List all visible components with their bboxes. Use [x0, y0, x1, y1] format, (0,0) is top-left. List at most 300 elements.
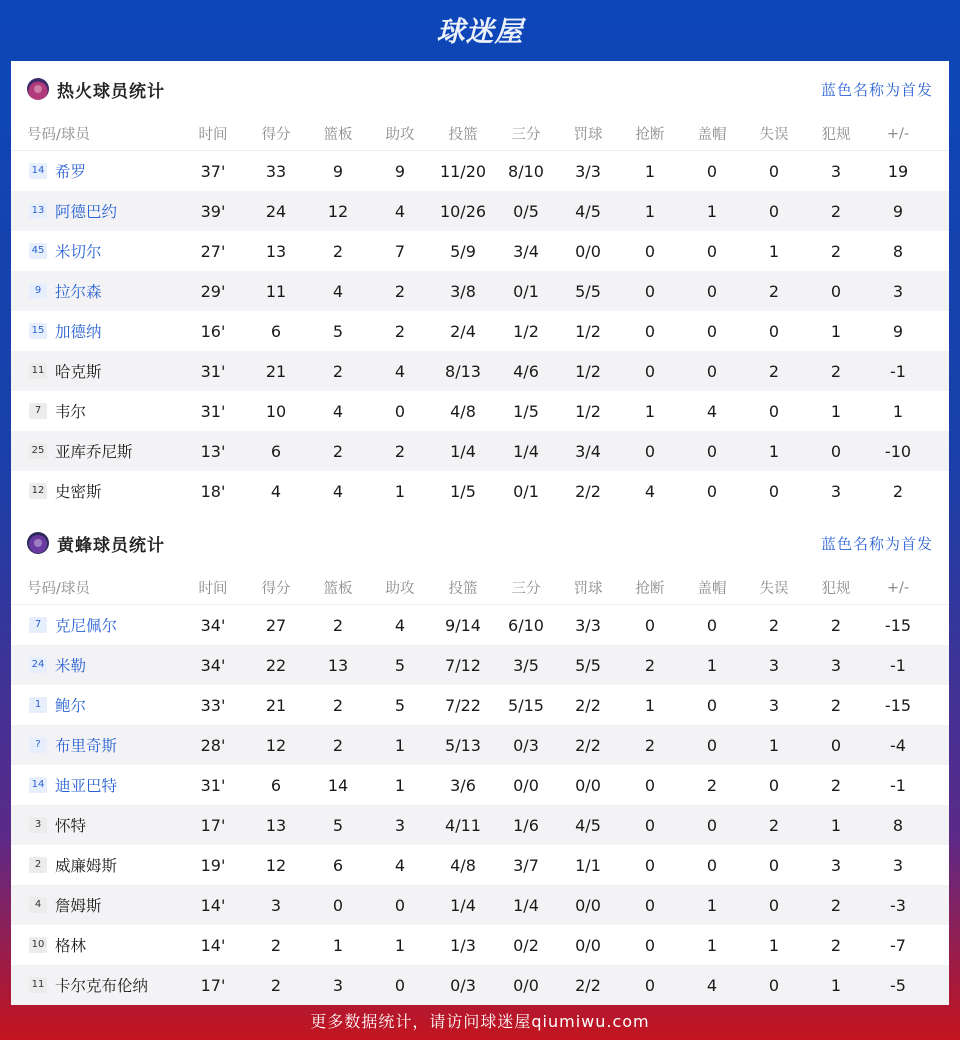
stat-cell: 1 [644, 401, 656, 421]
stat-cell: 6 [270, 775, 282, 795]
stat-cell: 2 [768, 615, 780, 635]
stat-cell: -1 [890, 361, 906, 381]
player-row [11, 231, 949, 271]
stat-cell: 1/6 [513, 815, 539, 835]
stat-cell: 5/15 [508, 695, 544, 715]
stat-cell: 9/14 [445, 615, 481, 635]
stat-cell: 1/1 [575, 855, 601, 875]
team-title-group [27, 531, 165, 556]
player-row [11, 925, 949, 965]
stat-cell: 0/0 [513, 775, 539, 795]
column-header: 号码/球员 [27, 127, 90, 143]
jersey-number-badge: 4 [29, 897, 47, 913]
stat-cell: 5 [332, 815, 344, 835]
stat-cell: 0 [644, 815, 656, 835]
stat-cell: 0 [706, 815, 718, 835]
player-cell [11, 240, 181, 262]
stat-cell: 11 [265, 281, 287, 301]
player-row [11, 271, 949, 311]
jersey-number-badge: ? [29, 737, 47, 753]
player-cell [11, 480, 181, 502]
player-cell [11, 360, 181, 382]
player-row [11, 311, 949, 351]
stat-cell: 4/5 [575, 815, 601, 835]
player-name: 阿德巴约 [55, 203, 118, 221]
stat-cell: 1/5 [450, 481, 476, 501]
jersey-number-badge: 45 [29, 243, 47, 259]
stat-cell: 4 [332, 281, 344, 301]
jersey-number-badge: 14 [29, 777, 47, 793]
stat-cell: 5 [394, 695, 406, 715]
stat-cell: 0 [644, 361, 656, 381]
stat-cell: 0 [706, 161, 718, 181]
stat-cell: 11/20 [439, 161, 487, 181]
stat-cell: 8/10 [508, 161, 544, 181]
stat-cell: 0 [644, 321, 656, 341]
stat-cell: -7 [890, 935, 906, 955]
stat-cell: 0 [768, 895, 780, 915]
stat-cell: 34' [200, 655, 226, 675]
player-row [11, 351, 949, 391]
stat-cell: 24 [265, 201, 287, 221]
column-header: 时间 [198, 127, 228, 143]
column-header: 篮板 [323, 127, 353, 143]
stat-cell: -1 [890, 775, 906, 795]
stat-cell: 1/2 [575, 401, 601, 421]
stat-cell: -15 [884, 695, 912, 715]
stat-cell: -4 [890, 735, 906, 755]
stat-cell: 2 [830, 241, 842, 261]
jersey-number-badge: 15 [29, 323, 47, 339]
stat-cell: 1/2 [513, 321, 539, 341]
column-header: 失误 [759, 127, 789, 143]
player-row [11, 965, 949, 1005]
player-cell [11, 974, 181, 996]
stat-cell: 2 [830, 615, 842, 635]
jersey-number-badge: 10 [29, 937, 47, 953]
player-name: 米切尔 [55, 243, 102, 261]
stat-cell: 4 [332, 401, 344, 421]
team-sections [11, 61, 949, 1005]
player-cell [11, 654, 181, 676]
stat-cell: 3/4 [575, 441, 601, 461]
stat-cell: 0 [706, 441, 718, 461]
stat-cell: 0 [706, 735, 718, 755]
stat-cell: 3/5 [513, 655, 539, 675]
stat-cell: 2 [830, 895, 842, 915]
player-cell [11, 814, 181, 836]
stat-cell: 5/5 [575, 655, 601, 675]
stat-cell: 3 [830, 161, 842, 181]
stat-cell: 2 [644, 655, 656, 675]
stat-cell: 33 [265, 161, 287, 181]
column-header: 抢断 [635, 127, 665, 143]
stat-cell: 3 [892, 281, 904, 301]
column-header: 篮板 [323, 581, 353, 597]
stat-cell: 5/9 [450, 241, 476, 261]
stat-cell: 8 [892, 815, 904, 835]
stat-cell: 4 [706, 975, 718, 995]
player-name: 加德纳 [55, 323, 102, 341]
stat-cell: 2 [394, 321, 406, 341]
stat-cell: 5/13 [445, 735, 481, 755]
stat-cell: 0 [830, 735, 842, 755]
jersey-number-badge: 7 [29, 403, 47, 419]
stat-cell: 9 [332, 161, 344, 181]
stat-cell: 18' [200, 481, 226, 501]
stat-cell: 4/6 [513, 361, 539, 381]
stat-cell: 0 [768, 855, 780, 875]
column-header: 助攻 [385, 581, 415, 597]
stat-cell: 5 [394, 655, 406, 675]
stat-cell: 17' [200, 815, 226, 835]
stat-cell: 1 [332, 935, 344, 955]
player-name: 克尼佩尔 [55, 617, 118, 635]
stat-cell: 0 [768, 775, 780, 795]
stat-cell: 3/8 [450, 281, 476, 301]
stat-cell: 28' [200, 735, 226, 755]
column-header: 投篮 [448, 127, 478, 143]
player-name: 卡尔克布伦纳 [55, 977, 149, 995]
stat-cell: 1 [830, 401, 842, 421]
stat-cell: 2/2 [575, 975, 601, 995]
player-row [11, 885, 949, 925]
stat-cell: 2 [892, 481, 904, 501]
stat-cell: 2 [768, 815, 780, 835]
stat-cell: 0 [706, 695, 718, 715]
stat-cell: 1/3 [450, 935, 476, 955]
column-header-row [11, 571, 949, 605]
stat-cell: 4 [394, 201, 406, 221]
stat-cell: 16' [200, 321, 226, 341]
column-header: 盖帽 [697, 127, 727, 143]
stat-cell: 6 [270, 441, 282, 461]
stat-cell: 22 [265, 655, 287, 675]
stat-cell: 7/12 [445, 655, 481, 675]
column-header: 三分 [511, 581, 541, 597]
stat-cell: 0 [332, 895, 344, 915]
stat-cell: 2 [332, 695, 344, 715]
player-name: 哈克斯 [55, 363, 102, 381]
stat-cell: 1 [644, 161, 656, 181]
player-row [11, 151, 949, 191]
stat-cell: 1 [768, 935, 780, 955]
stat-cell: 2/2 [575, 695, 601, 715]
stat-cell: 4/5 [575, 201, 601, 221]
jersey-number-badge: 9 [29, 283, 47, 299]
stat-cell: 13 [327, 655, 349, 675]
stat-cell: -10 [884, 441, 912, 461]
starter-note: 蓝色名称为首发 [820, 534, 933, 553]
stat-cell: 4/8 [450, 855, 476, 875]
player-cell [11, 200, 181, 222]
jersey-number-badge: 11 [29, 363, 47, 379]
player-row [11, 725, 949, 765]
stat-cell: 0/1 [513, 481, 539, 501]
stat-cell: 0 [706, 241, 718, 261]
column-header: 三分 [511, 127, 541, 143]
player-row [11, 845, 949, 885]
stat-cell: 6 [270, 321, 282, 341]
stat-cell: 21 [265, 361, 287, 381]
stat-cell: 13 [265, 241, 287, 261]
stat-cell: 31' [200, 361, 226, 381]
column-header: 犯规 [821, 127, 851, 143]
column-header: 助攻 [385, 127, 415, 143]
stat-cell: 0 [768, 201, 780, 221]
player-cell [11, 854, 181, 876]
stat-cell: 9 [892, 201, 904, 221]
stat-cell: 7 [394, 241, 406, 261]
stat-cell: 3 [892, 855, 904, 875]
stat-cell: 6 [332, 855, 344, 875]
stat-cell: 0 [830, 441, 842, 461]
stat-cell: 0 [644, 855, 656, 875]
stat-cell: 4 [394, 615, 406, 635]
stat-cell: 3 [768, 695, 780, 715]
stat-cell: 1/4 [513, 895, 539, 915]
stat-cell: 1 [768, 735, 780, 755]
stat-cell: 7/22 [445, 695, 481, 715]
stat-cell: 0 [706, 321, 718, 341]
stat-cell: 0 [394, 895, 406, 915]
stat-cell: 1 [394, 935, 406, 955]
stat-cell: 0 [768, 401, 780, 421]
stat-cell: 34' [200, 615, 226, 635]
stat-cell: 31' [200, 401, 226, 421]
stat-cell: 0 [644, 895, 656, 915]
jersey-number-badge: 25 [29, 443, 47, 459]
player-name: 迪亚巴特 [55, 777, 118, 795]
heat-logo-icon [27, 78, 49, 100]
stat-cell: 4 [706, 401, 718, 421]
jersey-number-badge: 12 [29, 483, 47, 499]
stat-cell: 3/6 [450, 775, 476, 795]
player-cell [11, 280, 181, 302]
stat-cell: 2/2 [575, 735, 601, 755]
stat-cell: 14 [327, 775, 349, 795]
column-header: 抢断 [635, 581, 665, 597]
starter-note: 蓝色名称为首发 [820, 80, 933, 99]
player-cell [11, 160, 181, 182]
stat-cell: 3/3 [575, 615, 601, 635]
jersey-number-badge: 3 [29, 817, 47, 833]
stat-cell: 3/7 [513, 855, 539, 875]
stat-cell: 2 [332, 241, 344, 261]
stat-cell: 0 [706, 361, 718, 381]
stat-cell: 1 [394, 735, 406, 755]
stat-cell: 1 [644, 201, 656, 221]
column-header: 投篮 [448, 581, 478, 597]
stat-cell: 2 [332, 441, 344, 461]
stat-cell: 0 [644, 615, 656, 635]
player-name: 布里奇斯 [55, 737, 118, 755]
stat-cell: -3 [890, 895, 906, 915]
player-name: 亚库乔尼斯 [55, 443, 133, 461]
stat-cell: 1 [394, 481, 406, 501]
player-row [11, 191, 949, 231]
player-name: 拉尔森 [55, 283, 102, 301]
stat-cell: 4 [332, 481, 344, 501]
stat-cell: -5 [890, 975, 906, 995]
stat-cell: 12 [327, 201, 349, 221]
player-cell [11, 440, 181, 462]
stat-cell: 5/5 [575, 281, 601, 301]
stat-cell: 19 [887, 161, 909, 181]
player-row [11, 391, 949, 431]
column-header: 号码/球员 [27, 581, 90, 597]
column-header: 罚球 [573, 581, 603, 597]
stat-cell: 1 [830, 975, 842, 995]
stat-cell: 0/1 [513, 281, 539, 301]
player-cell [11, 400, 181, 422]
player-name: 鲍尔 [55, 697, 87, 715]
player-name: 希罗 [55, 163, 87, 181]
stat-cell: 29' [200, 281, 226, 301]
stat-cell: 9 [394, 161, 406, 181]
stat-cell: 19' [200, 855, 226, 875]
player-cell [11, 614, 181, 636]
stat-cell: 0 [644, 775, 656, 795]
player-row [11, 645, 949, 685]
stat-cell: 0/0 [575, 241, 601, 261]
stat-cell: 1 [706, 655, 718, 675]
team-title: 热火球员统计 [57, 81, 165, 102]
stat-cell: 0 [706, 281, 718, 301]
team-title: 黄蜂球员统计 [57, 535, 165, 556]
stat-cell: 0 [644, 281, 656, 301]
stat-cell: 1 [706, 935, 718, 955]
stat-cell: 12 [265, 735, 287, 755]
stat-cell: 14' [200, 895, 226, 915]
player-name: 怀特 [55, 817, 87, 835]
stat-cell: 2 [332, 735, 344, 755]
stat-cell: 3/4 [513, 241, 539, 261]
player-name: 韦尔 [55, 403, 87, 421]
stat-cell: 3 [270, 895, 282, 915]
team-title-group [27, 77, 165, 102]
stat-cell: 2 [768, 281, 780, 301]
jersey-number-badge: 11 [29, 977, 47, 993]
stat-cell: 0 [768, 481, 780, 501]
stat-cell: 0 [830, 281, 842, 301]
stat-cell: 3/3 [575, 161, 601, 181]
column-header: 得分 [261, 127, 291, 143]
stat-cell: 1 [892, 401, 904, 421]
stat-cell: 5 [332, 321, 344, 341]
stat-cell: -1 [890, 655, 906, 675]
stat-cell: 3 [768, 655, 780, 675]
stat-cell: 1 [768, 441, 780, 461]
player-cell [11, 934, 181, 956]
stat-cell: 0 [706, 615, 718, 635]
stat-cell: 0 [644, 935, 656, 955]
stat-cell: 8 [892, 241, 904, 261]
column-header: 得分 [261, 581, 291, 597]
stat-cell: 14' [200, 935, 226, 955]
hornets-logo-icon [27, 532, 49, 554]
jersey-number-badge: 24 [29, 657, 47, 673]
stat-cell: 0 [394, 401, 406, 421]
stat-cell: 31' [200, 775, 226, 795]
stat-cell: 1/4 [513, 441, 539, 461]
stat-cell: 2 [830, 361, 842, 381]
team-title-row [11, 61, 949, 117]
stat-cell: 0 [768, 975, 780, 995]
stat-cell: 4/11 [445, 815, 481, 835]
stat-cell: 0 [644, 975, 656, 995]
stat-cell: 2 [830, 935, 842, 955]
player-name: 詹姆斯 [55, 897, 102, 915]
stat-cell: 10 [265, 401, 287, 421]
stat-cell: 0 [768, 161, 780, 181]
stat-cell: 1 [706, 201, 718, 221]
stat-cell: 4/8 [450, 401, 476, 421]
stat-cell: 37' [200, 161, 226, 181]
stat-cell: 0/5 [513, 201, 539, 221]
stat-cell: 1 [830, 815, 842, 835]
stat-cell: 2 [394, 441, 406, 461]
stat-cell: 0 [706, 855, 718, 875]
column-header: 时间 [198, 581, 228, 597]
player-row [11, 605, 949, 645]
stat-cell: 4 [270, 481, 282, 501]
stat-cell: 1 [394, 775, 406, 795]
stat-cell: 0/3 [513, 735, 539, 755]
stat-cell: 1 [768, 241, 780, 261]
player-row [11, 685, 949, 725]
player-name: 格林 [55, 937, 87, 955]
column-header: +/- [886, 125, 910, 142]
stat-cell: 4 [394, 855, 406, 875]
stat-cell: 1/4 [450, 895, 476, 915]
stat-cell: 12 [265, 855, 287, 875]
stat-cell: 4 [394, 361, 406, 381]
stat-cell: 0/2 [513, 935, 539, 955]
column-header: 犯规 [821, 581, 851, 597]
player-cell [11, 774, 181, 796]
jersey-number-badge: 14 [29, 163, 47, 179]
stat-cell: 0/0 [575, 895, 601, 915]
stat-cell: 1/2 [575, 361, 601, 381]
jersey-number-badge: 2 [29, 857, 47, 873]
stat-cell: 0/3 [450, 975, 476, 995]
stat-cell: 1/2 [575, 321, 601, 341]
stat-cell: 2 [644, 735, 656, 755]
stat-cell: 2 [830, 201, 842, 221]
player-row [11, 471, 949, 511]
stat-cell: 2 [270, 935, 282, 955]
stat-cell: 4 [644, 481, 656, 501]
stat-cell: 6/10 [508, 615, 544, 635]
stat-cell: 2 [830, 775, 842, 795]
team-section [11, 61, 949, 511]
stat-cell: -15 [884, 615, 912, 635]
stat-cell: 17' [200, 975, 226, 995]
team-section [11, 515, 949, 1005]
stat-cell: 27 [265, 615, 287, 635]
player-cell [11, 320, 181, 342]
player-cell [11, 734, 181, 756]
column-header: +/- [886, 579, 910, 596]
stat-cell: 1/4 [450, 441, 476, 461]
stat-cell: 33' [200, 695, 226, 715]
top-header [0, 0, 960, 60]
player-cell [11, 894, 181, 916]
stat-cell: 2 [270, 975, 282, 995]
stat-cell: 0 [768, 321, 780, 341]
column-header: 盖帽 [697, 581, 727, 597]
